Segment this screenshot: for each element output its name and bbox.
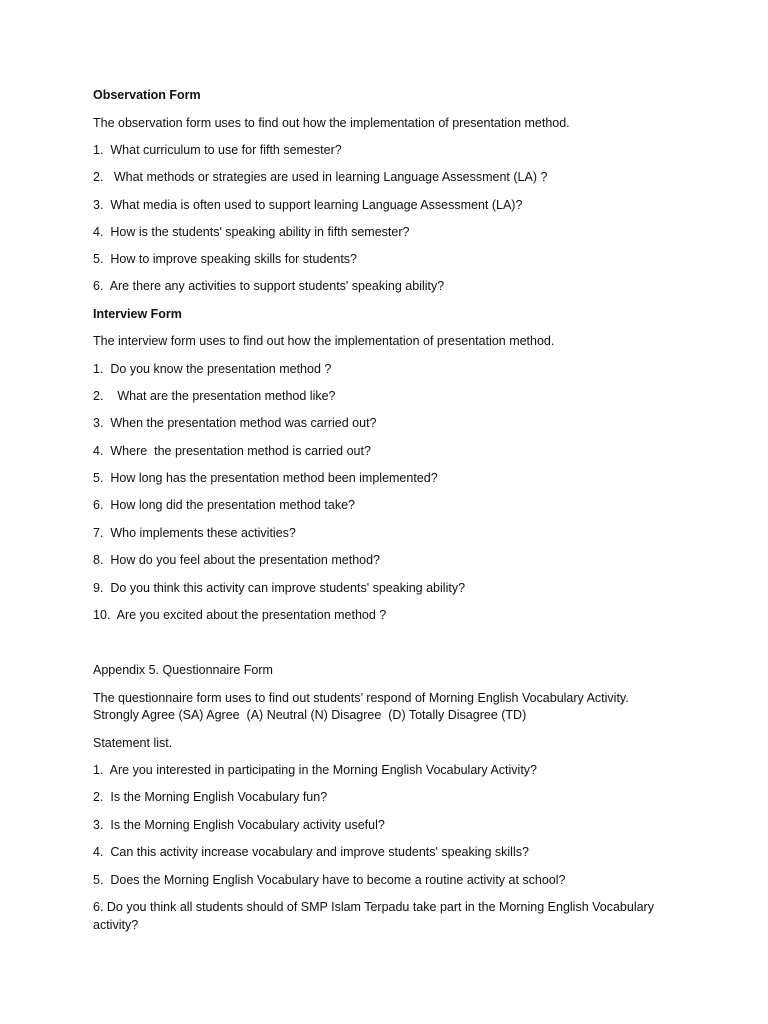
interview-item: 10. Are you excited about the presentation method ? — [93, 608, 387, 622]
interview-item: 1. Do you know the presentation method ? — [93, 362, 332, 376]
observation-item: 5. How to improve speaking skills for students? — [93, 252, 358, 266]
interview-item: 4. Where the presentation method is carried out? — [93, 444, 371, 458]
statement-list-label: Statement list. — [93, 736, 173, 750]
observation-heading: Observation Form — [93, 88, 201, 102]
interview-item: 6. How long did the presentation method take? — [93, 498, 355, 512]
interview-heading: Interview Form — [93, 307, 182, 321]
interview-item: 5. How long has the presentation method been implemented? — [93, 471, 438, 485]
observation-item: 4. How is the students' speaking ability in fifth semester? — [93, 225, 410, 239]
interview-item: 3. When the presentation method was carried out? — [93, 416, 377, 430]
questionnaire-heading: Appendix 5. Questionnaire Form — [93, 663, 273, 677]
observation-item: 3. What media is often used to support learning Language Assessment (LA)? — [93, 198, 523, 212]
observation-intro: The observation form uses to find out how the implementation of presentation method. — [93, 116, 570, 130]
questionnaire-item: 2. Is the Morning English Vocabulary fun? — [93, 790, 328, 804]
questionnaire-item: 5. Does the Morning English Vocabulary have to become a routine activity at school? — [93, 873, 566, 887]
interview-item: 9. Do you think this activity can improve students' speaking ability? — [93, 581, 466, 595]
interview-item: 8. How do you feel about the presentation method? — [93, 553, 380, 567]
observation-item: 6. Are there any activities to support students' speaking ability? — [93, 279, 445, 293]
questionnaire-item: 1. Are you interested in participating in the Morning English Vocabulary Activity? — [93, 763, 538, 777]
interview-intro: The interview form uses to find out how the implementation of presentation method. — [93, 334, 555, 348]
questionnaire-item: 3. Is the Morning English Vocabulary activity useful? — [93, 818, 385, 832]
questionnaire-intro: The questionnaire form uses to find out students’ respond of Morning English Vocabulary Activity. — [93, 691, 629, 705]
questionnaire-item: 4. Can this activity increase vocabulary and improve students' speaking skills? — [93, 845, 529, 859]
questionnaire-item: 6. Do you think all students should of SMP Islam Terpadu take part in the Morning English Vocabulary activity? — [93, 900, 654, 932]
interview-item: 2. What are the presentation method like? — [93, 389, 336, 403]
observation-item: 2. What methods or strategies are used in learning Language Assessment (LA) ? — [93, 170, 548, 184]
questionnaire-scale: Strongly Agree (SA) Agree (A) Neutral (N) Disagree (D) Totally Disagree (TD) — [93, 708, 527, 722]
observation-item: 1. What curriculum to use for fifth semester? — [93, 143, 342, 157]
interview-item: 7. Who implements these activities? — [93, 526, 296, 540]
